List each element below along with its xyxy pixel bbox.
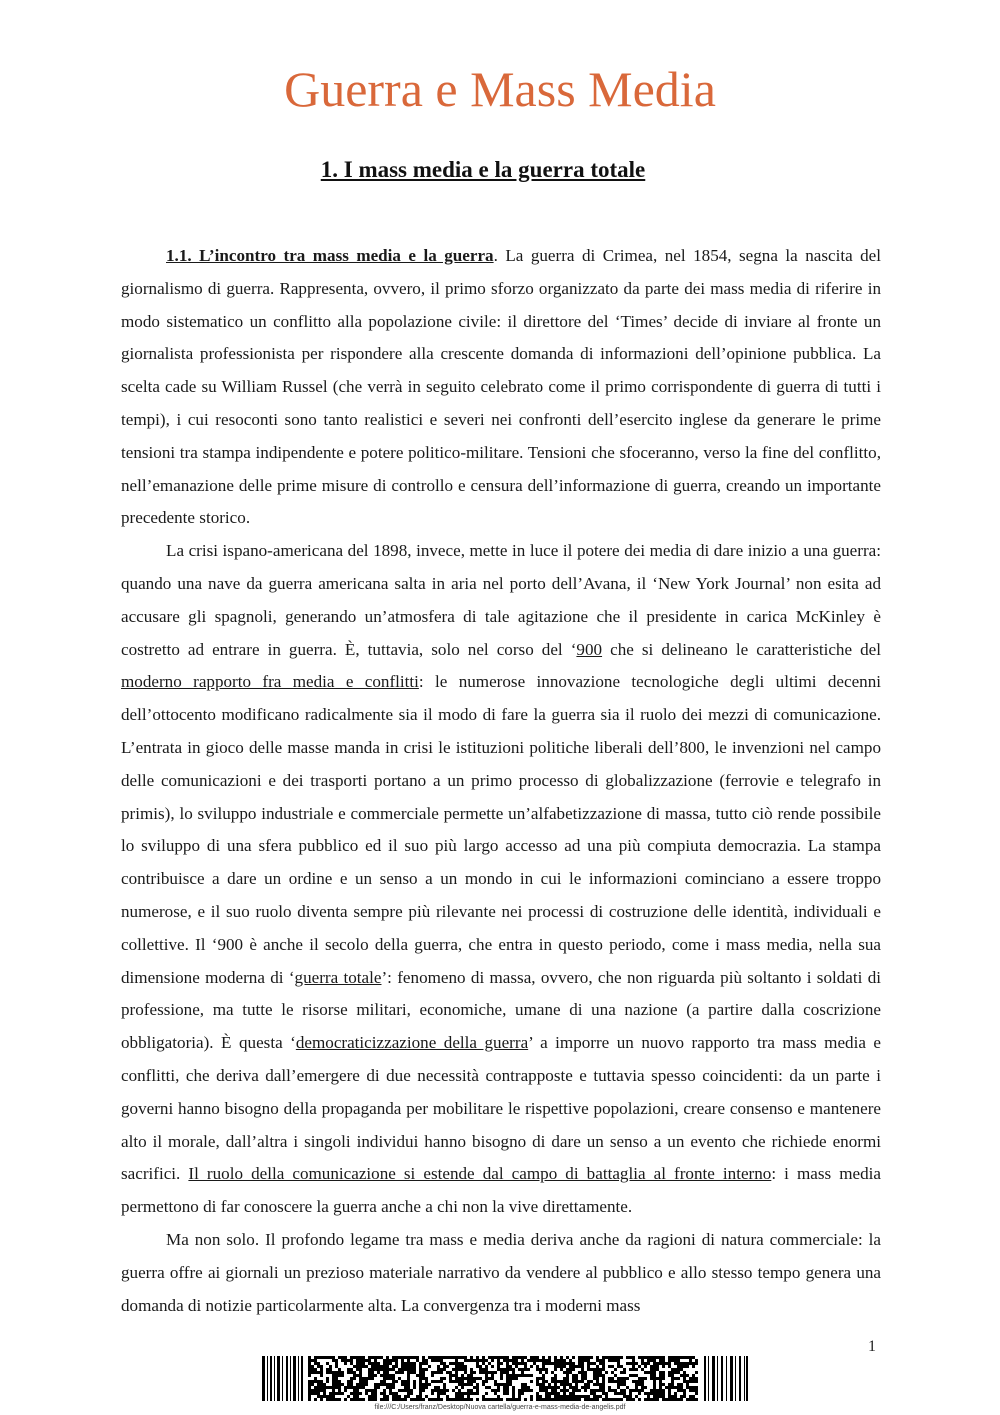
underlined-moderno-rapporto: moderno rapporto fra media e conflitti xyxy=(121,672,419,692)
paragraph-1 xyxy=(121,240,881,535)
page-number: 1 xyxy=(868,1338,876,1355)
paragraph-2-text-5: ’ a imporre un nuovo rapporto tra mass media e conflitti, che deriva dall’emergere di due necessità contrapposte e tuttavia spesso coincidenti: da un parte i governi hanno bisogno della propaganda per mobilitare le rispettive popolazioni, creare consenso e mantenere alto il morale, dall’altra i singoli individui hanno bisogno di dare un senso a un evento che richiede enormi sacrifici. xyxy=(121,1033,882,1184)
paragraph-2 xyxy=(121,535,881,1224)
underlined-guerra-totale: guerra totale xyxy=(294,967,382,987)
underlined-democraticizzazione: democraticizzazione della guerra xyxy=(295,1033,529,1053)
paragraph-2-text-3: : le numerose innovazione tecnologiche degli ultimi decenni dell’ottocento modificano radicalmente sia il modo di fare la guerra sia il ruolo dei mezzi di comunicazione. L’entrata in gioco delle masse manda in crisi le istituzioni politiche liberali dell’800, le invenzioni nel campo delle comunicazioni e dei trasporti portano a un primo processo di globalizzazione (ferrovie e telegrafo in primis), lo sviluppo industriale e commerciale permette un’alfabetizzazione di massa, tutto ciò rende possibile lo sviluppo di una sfera pubblico ed il suo più largo accesso ad una più compiuta democrazia. La stampa contribuisce a dare un ordine e un senso a un mondo in cui le informazioni cominciano a essere troppo numerose, e il suo ruolo diventa sempre più rilevante nei processi di costruzione delle identità, individuali e collettive. Il ‘900 è anche il secolo della guerra, che entra in questo periodo, come i mass media, nella sua dimensione moderna di ‘ xyxy=(121,672,881,987)
paragraph-2-text-1: La crisi ispano-americana del 1898, invece, mette in luce il potere dei media di dare inizio a una guerra: quando una nave da guerra americana salta in aria nel porto dell’Avana, il ‘New York Journal’ non esita ad accusare gli spagnoli, generando un’atmosfera di tale agitazione che il presidente in carica McKinley è costretto ad entrare in guerra. È, tuttavia, solo nel corso del ‘ xyxy=(121,541,881,659)
underlined-ruolo-comunicazione: Il ruolo della comunicazione si estende dal campo di battaglia al fronte interno xyxy=(188,1164,772,1184)
subheading: 1.1. L’incontro tra mass media e la guerra xyxy=(166,246,494,265)
paragraph-2-text-2: che si delineano le caratteristiche del xyxy=(602,639,881,659)
paragraph-2-text-6: : i mass media permettono di far conoscere la guerra anche a chi non la vive direttamente. xyxy=(121,1164,882,1217)
paragraph-3: Ma non solo. Il profondo legame tra mass e media deriva anche da ragioni di natura commerciale: la guerra offre ai giornali un prezioso materiale narrativo da vendere al pubblico e allo stesso tempo genera una domanda di notizie particolarmente alta. La convergenza tra i moderni mass xyxy=(121,1229,881,1315)
paragraph-2-text-4: ’: fenomeno di massa, ovvero, che non riguarda più soltanto i soldati di professione, ma tutte le risorse militari, economiche, umane di una nazione (a partire dalla coscrizione obbligatoria). È questa ‘ xyxy=(121,967,881,1053)
document-title: Guerra e Mass Media xyxy=(284,61,716,117)
body-text xyxy=(121,240,881,1322)
file-path: file:///C:/Users/franz/Desktop/Nuova cartella/guerra-e-mass-media-de-angelis.pdf xyxy=(374,1404,626,1411)
section-heading: 1. I mass media e la guerra totale xyxy=(320,157,646,182)
underlined-900: 900 xyxy=(576,639,603,659)
paragraph-1-text: . La guerra di Crimea, nel 1854, segna la nascita del giornalismo di guerra. Rappresenta, ovvero, il primo sforzo organizzato da parte dei mass media di riferire in modo sistematico un conflitto alla popolazione civile: il direttore del ‘Times’ decide di inviare al fronte un giornalista professionista per rispondere alla crescente domanda di informazioni dell’opinione pubblica. La scelta cade su William Russel (che verrà in seguito celebrato come il primo corrispondente di guerra di tutti i tempi), i cui resoconti sono tanto realistici e severi nei confronti dell’esercito inglese da generare le prime tensioni tra stampa indipendente e potere politico-militare. Tensioni che sfoceranno, verso la fine del conflitto, nell’emanazione delle prime misure di controllo e censura dell’informazione di guerra, creando un importante precedente storico. xyxy=(121,246,881,528)
barcode-image xyxy=(262,1356,748,1401)
